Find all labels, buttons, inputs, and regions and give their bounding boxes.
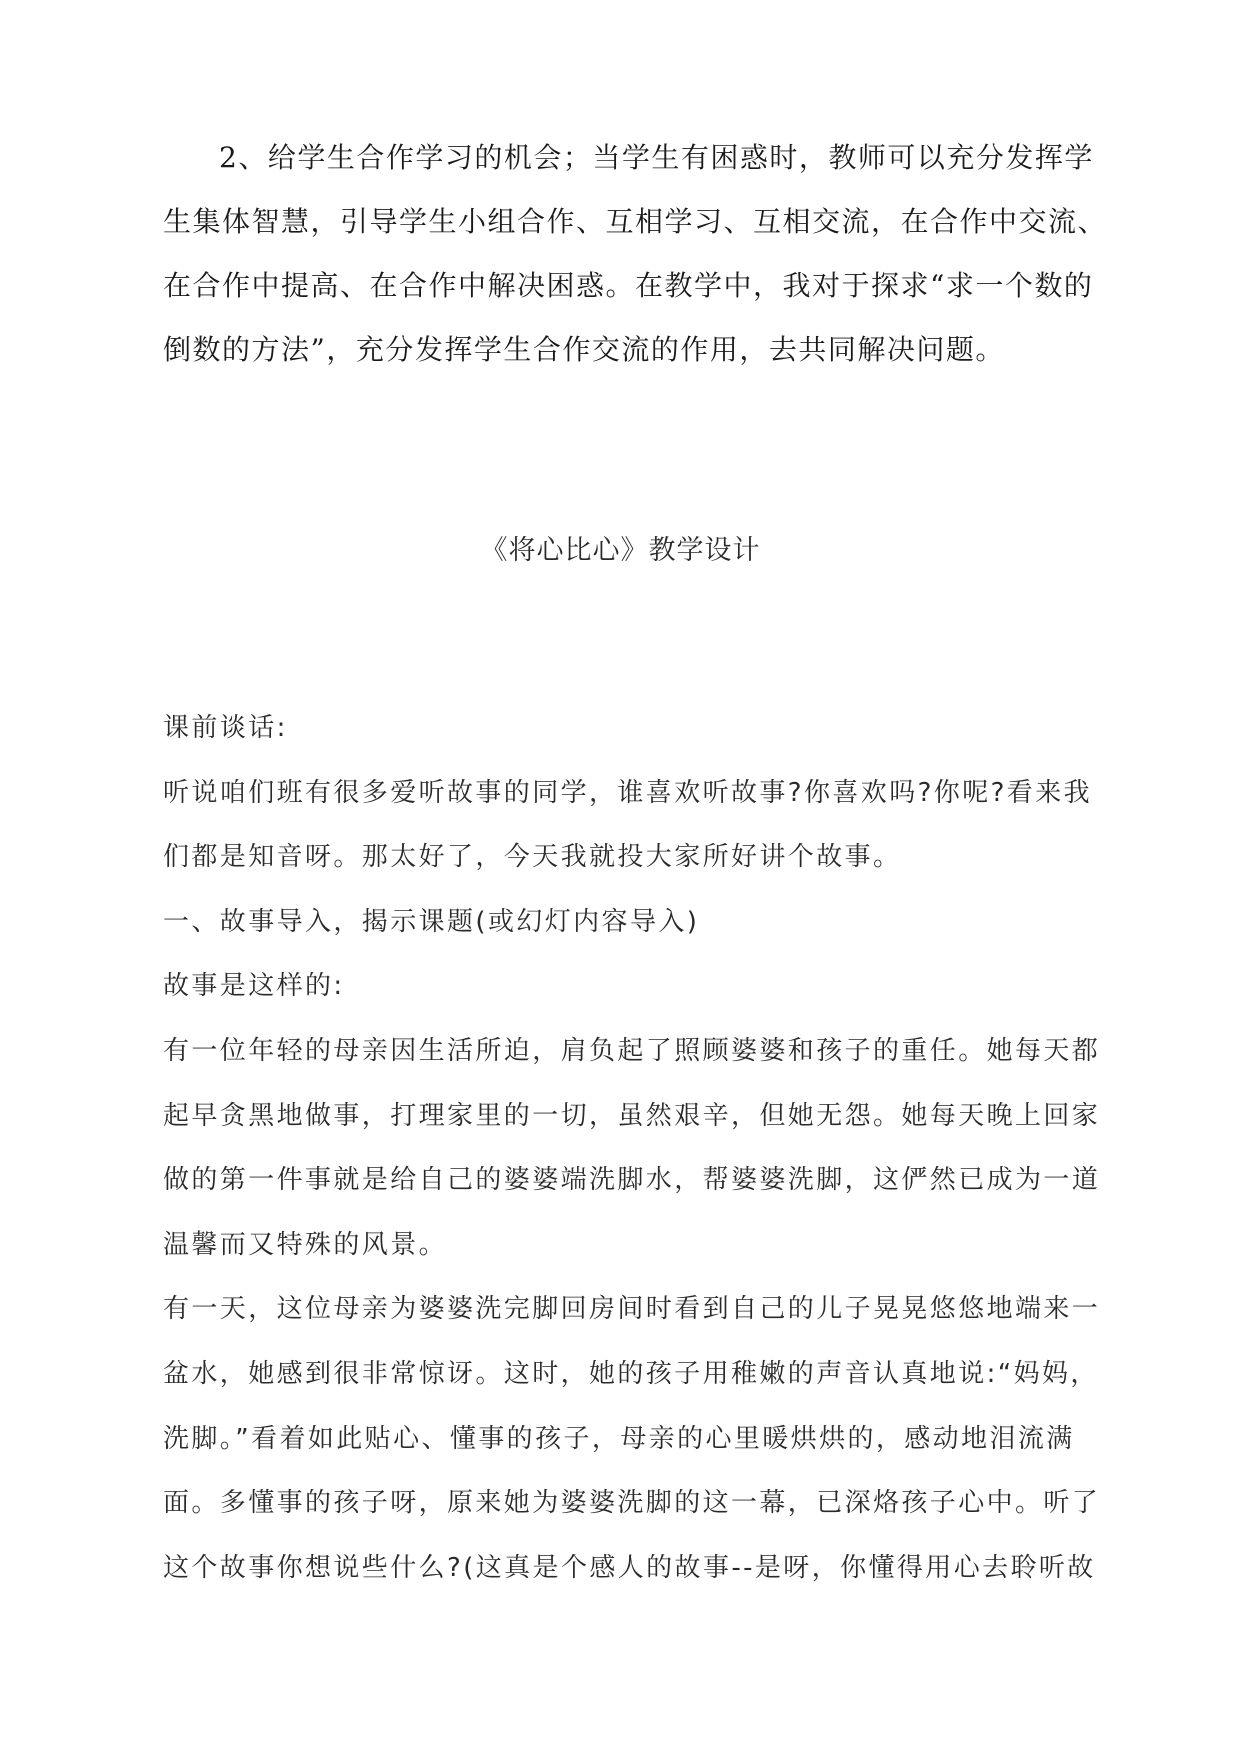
story-paragraph-1: 有一位年轻的母亲因生活所迫，肩负起了照顾婆婆和孩子的重任。她每天都起早贪黑地做事，打理家里的一切，虽然艰辛，但她无怨。她每天晚上回家做的第一件事就是给自己的婆婆端洗脚水，帮婆婆洗脚，这俨然已成为一道温馨而又特殊的风景。 (163, 1035, 1101, 1260)
story-paragraph-2: 有一天，这位母亲为婆婆洗完脚回房间时看到自己的儿子晃晃悠悠地端来一盆水，她感到很非常惊讶。这时，她的孩子用稚嫩的声音认真地说:“妈妈，洗脚。”看着如此贴心、懂事的孩子，母亲的心里暖烘烘的，感动地泪流满面。多懂事的孩子呀，原来她为婆婆洗脚的这一幕，已深烙孩子心中。听了这个故事你想说些什么?(这真是个感人的故事--是呀，你懂得用心去聆听故 (163, 1294, 1101, 1583)
paragraph-cooperative-learning: 2、给学生合作学习的机会；当学生有困惑时，教师可以充分发挥学生集体智慧，引导学生小组合作、互相学习、互相交流，在合作中交流、在合作中提高、在合作中解决困惑。在教学中，我对于探求“求一个数的倒数的方法”，充分发挥学生合作交流的作用，去共同解决问题。 (163, 141, 1108, 366)
story-lead-in: 故事是这样的: (163, 971, 345, 1002)
lesson-body (163, 696, 1118, 1600)
pre-class-talk-paragraph: 听说咱们班有很多爱听故事的同学，谁喜欢听故事?你喜欢吗?你呢?看来我们都是知音呀。那太好了，今天我就投大家所好讲个故事。 (163, 777, 1093, 873)
section-heading-story-intro: 一、故事导入，揭示课题(或幻灯内容导入) (163, 906, 700, 937)
pre-class-talk-heading: 课前谈话: (163, 713, 288, 743)
lesson-title: 《将心比心》教学设计 (480, 535, 761, 566)
